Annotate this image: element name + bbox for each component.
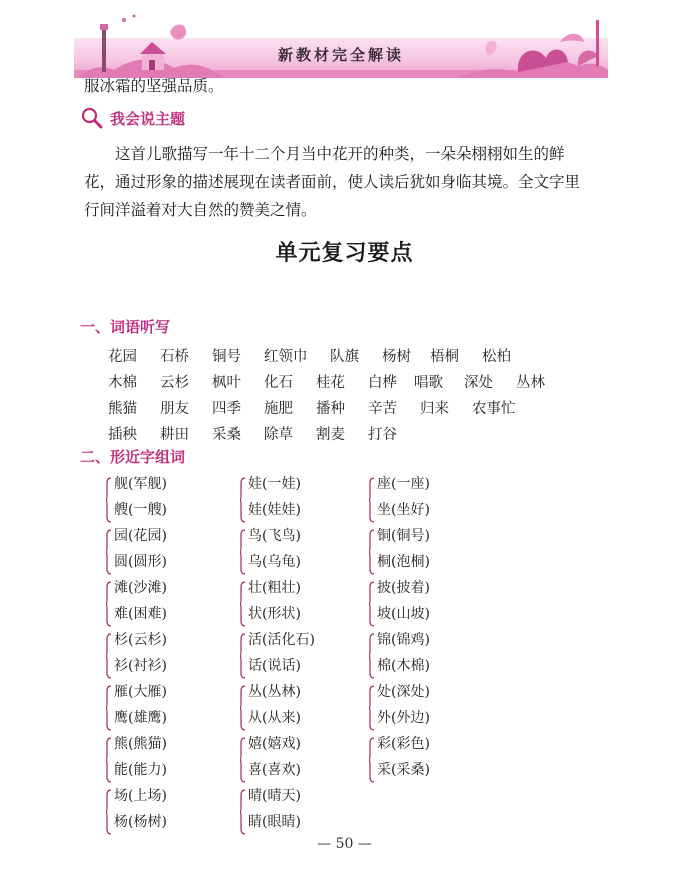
vocab-word: 深处 bbox=[464, 375, 493, 391]
vocab-heading: 一、词语听写 bbox=[80, 318, 171, 336]
char-pair bbox=[240, 629, 370, 681]
brace-icon bbox=[106, 581, 112, 627]
brace-icon bbox=[369, 477, 375, 523]
vocab-word: 白桦 bbox=[368, 375, 397, 391]
char-pair bbox=[106, 785, 236, 837]
theme-heading-label: 我会说主题 bbox=[110, 109, 186, 128]
pair-word: 采(采桑) bbox=[377, 762, 430, 778]
char-pair bbox=[369, 525, 499, 577]
vocab-word: 杨树 bbox=[382, 349, 411, 365]
brace-icon bbox=[369, 685, 375, 731]
char-pair bbox=[240, 577, 370, 629]
vocab-word: 木棉 bbox=[108, 375, 137, 391]
pair-word: 坡(山坡) bbox=[377, 606, 430, 622]
brace-icon bbox=[106, 737, 112, 783]
vocab-word: 枫叶 bbox=[212, 375, 241, 391]
pair-word: 乌(乌龟) bbox=[248, 554, 301, 570]
vocab-word: 队旗 bbox=[330, 349, 359, 365]
vocab-word: 耕田 bbox=[160, 427, 189, 443]
vocab-word: 铜号 bbox=[212, 349, 241, 365]
brace-icon bbox=[240, 633, 246, 679]
brace-icon bbox=[240, 529, 246, 575]
magnifier-icon bbox=[80, 106, 104, 130]
char-pair bbox=[369, 733, 499, 785]
char-pair bbox=[240, 525, 370, 577]
theme-paragraph bbox=[84, 140, 608, 224]
vocab-word: 石桥 bbox=[160, 349, 189, 365]
pair-word: 晴(晴天) bbox=[248, 788, 301, 804]
pair-word: 喜(喜欢) bbox=[248, 762, 301, 778]
char-pair bbox=[106, 473, 236, 525]
page-number: — 50 — bbox=[317, 836, 372, 852]
char-pair bbox=[106, 525, 236, 577]
pair-word: 鹰(雄鹰) bbox=[114, 710, 167, 726]
pair-word: 状(形状) bbox=[248, 606, 301, 622]
pair-word: 熊(熊猫) bbox=[114, 736, 167, 752]
vocab-word: 归来 bbox=[420, 401, 449, 417]
pair-word: 披(披着) bbox=[377, 580, 430, 596]
pair-word: 圆(圆形) bbox=[114, 554, 167, 570]
pair-word: 杨(杨树) bbox=[114, 814, 167, 830]
vocab-word: 施肥 bbox=[264, 401, 293, 417]
char-pair bbox=[106, 577, 236, 629]
pair-word: 丛(丛林) bbox=[248, 684, 301, 700]
pair-word: 彩(彩色) bbox=[377, 736, 430, 752]
vocab-word: 打谷 bbox=[368, 427, 397, 443]
char-pair bbox=[106, 733, 236, 785]
pair-word: 杉(云杉) bbox=[114, 632, 167, 648]
pair-word: 桐(泡桐) bbox=[377, 554, 430, 570]
header-banner bbox=[74, 10, 608, 78]
brace-icon bbox=[106, 789, 112, 835]
vocab-word: 熊猫 bbox=[108, 401, 137, 417]
pair-word: 衫(衬衫) bbox=[114, 658, 167, 674]
char-pair bbox=[240, 473, 370, 525]
vocab-word: 除草 bbox=[264, 427, 293, 443]
brace-icon bbox=[369, 633, 375, 679]
brace-icon bbox=[106, 477, 112, 523]
vocab-word: 桂花 bbox=[316, 375, 345, 391]
pair-word: 能(能力) bbox=[114, 762, 167, 778]
brace-icon bbox=[106, 685, 112, 731]
pair-word: 外(外边) bbox=[377, 710, 430, 726]
header-title: 新教材完全解读 bbox=[277, 46, 404, 64]
vocab-word: 插秧 bbox=[108, 427, 137, 443]
char-pair bbox=[106, 681, 236, 733]
char-pair bbox=[106, 629, 236, 681]
vocab-word: 辛苦 bbox=[368, 401, 397, 417]
brace-icon bbox=[240, 789, 246, 835]
brace-icon bbox=[106, 529, 112, 575]
vocab-word: 割麦 bbox=[316, 427, 345, 443]
pair-word: 话(说话) bbox=[248, 658, 301, 674]
brace-icon bbox=[369, 581, 375, 627]
vocab-word: 红领巾 bbox=[264, 349, 308, 365]
pair-word: 场(上场) bbox=[114, 788, 167, 804]
pair-word: 活(活化石) bbox=[248, 632, 315, 648]
pair-word: 滩(沙滩) bbox=[114, 580, 167, 596]
char-pair bbox=[369, 473, 499, 525]
pair-word: 鸟(飞鸟) bbox=[248, 528, 301, 544]
theme-line: 行间洋溢着对大自然的赞美之情。 bbox=[84, 201, 317, 219]
pair-word: 棉(木棉) bbox=[377, 658, 430, 674]
vocab-word: 四季 bbox=[212, 401, 241, 417]
pair-word: 睛(眼睛) bbox=[248, 814, 301, 830]
pair-word: 娃(一娃) bbox=[248, 476, 301, 492]
vocab-word: 梧桐 bbox=[430, 349, 459, 365]
vocab-word: 播种 bbox=[316, 401, 345, 417]
theme-heading bbox=[80, 106, 185, 130]
brace-icon bbox=[240, 685, 246, 731]
pair-word: 难(困难) bbox=[114, 606, 167, 622]
pair-word: 从(从来) bbox=[248, 710, 301, 726]
char-pair bbox=[369, 577, 499, 629]
theme-line: 花，通过形象的描述展现在读者面前，使人读后犹如身临其境。全文字里 bbox=[84, 173, 581, 191]
char-pair bbox=[369, 629, 499, 681]
pair-word: 处(深处) bbox=[377, 684, 430, 700]
brace-icon bbox=[240, 477, 246, 523]
similar-heading: 二、形近字组词 bbox=[80, 448, 186, 466]
pair-word: 壮(粗壮) bbox=[248, 580, 301, 596]
pair-word: 铜(铜号) bbox=[377, 528, 430, 544]
vocab-word: 云杉 bbox=[160, 375, 189, 391]
brace-icon bbox=[369, 737, 375, 783]
vocab-word: 采桑 bbox=[212, 427, 241, 443]
char-pair bbox=[240, 681, 370, 733]
pair-word: 雁(大雁) bbox=[114, 684, 167, 700]
continuation-text: 服冰霜的坚强品质。 bbox=[84, 77, 224, 95]
unit-title: 单元复习要点 bbox=[275, 241, 414, 266]
brace-icon bbox=[240, 581, 246, 627]
pair-word: 园(花园) bbox=[114, 528, 167, 544]
vocab-word: 丛林 bbox=[516, 375, 545, 391]
brace-icon bbox=[240, 737, 246, 783]
pair-word: 坐(坐好) bbox=[377, 502, 430, 518]
pair-word: 娃(娃娃) bbox=[248, 502, 301, 518]
char-pair bbox=[240, 785, 370, 837]
pair-word: 锦(锦鸡) bbox=[377, 632, 430, 648]
vocab-word: 朋友 bbox=[160, 401, 189, 417]
theme-line: 这首儿歌描写一年十二个月当中花开的种类，一朵朵栩栩如生的鲜 bbox=[115, 145, 565, 163]
vocab-word: 唱歌 bbox=[414, 375, 443, 391]
brace-icon bbox=[369, 529, 375, 575]
pair-word: 嬉(嬉戏) bbox=[248, 736, 301, 752]
vocab-word: 农事忙 bbox=[472, 401, 516, 417]
vocab-word: 花园 bbox=[108, 349, 137, 365]
pair-word: 艘(一艘) bbox=[114, 502, 167, 518]
vocab-word: 松柏 bbox=[482, 349, 511, 365]
char-pair bbox=[240, 733, 370, 785]
char-pair bbox=[369, 681, 499, 733]
brace-icon bbox=[106, 633, 112, 679]
pair-word: 舰(军舰) bbox=[114, 476, 167, 492]
vocab-word: 化石 bbox=[264, 375, 293, 391]
pair-word: 座(一座) bbox=[377, 476, 430, 492]
